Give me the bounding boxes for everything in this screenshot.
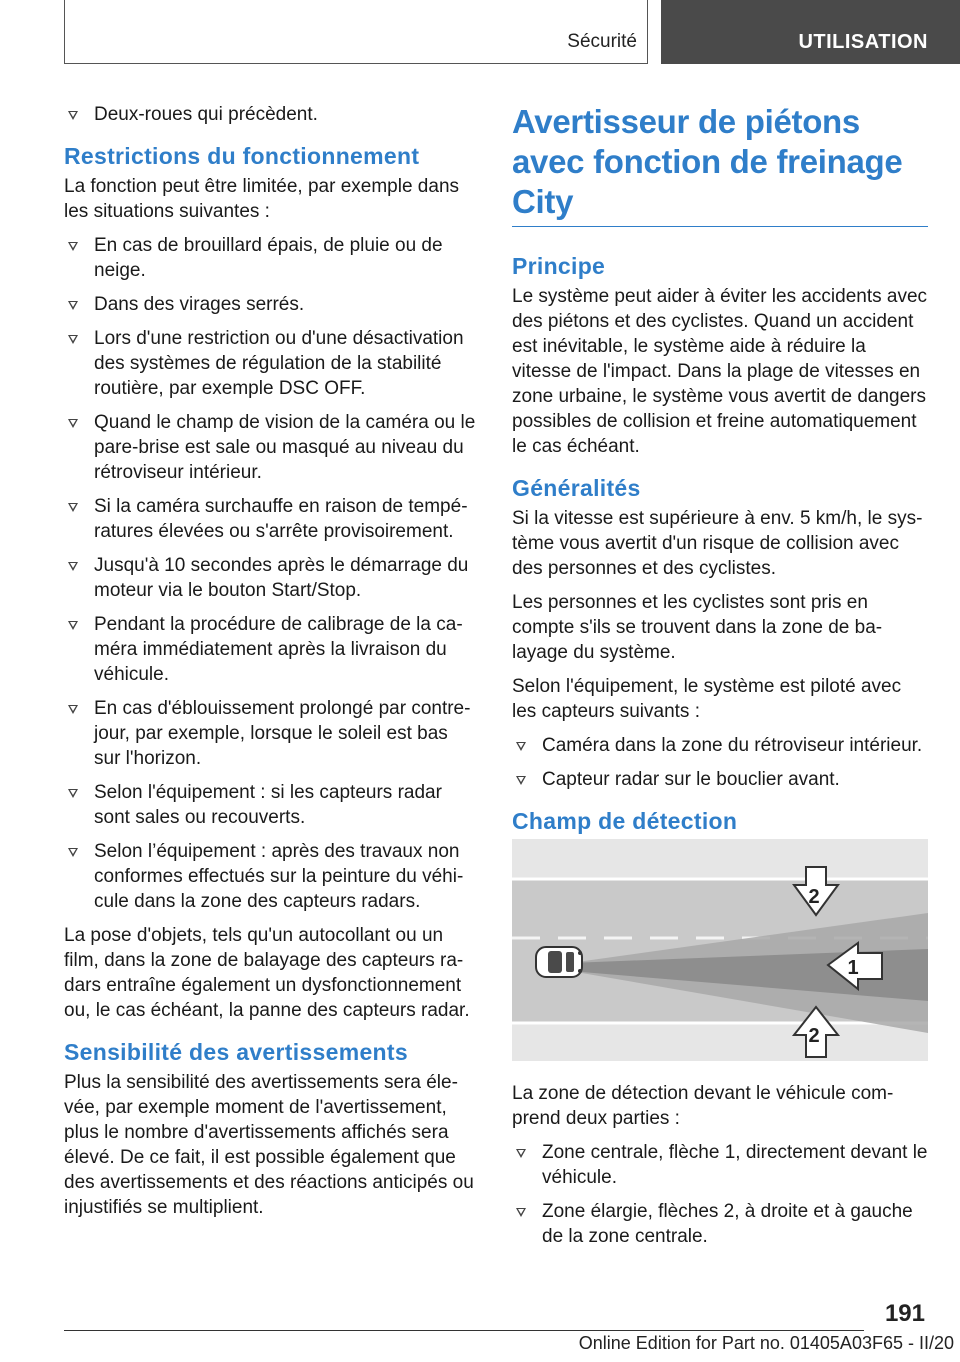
triangle-bullet-icon — [516, 1208, 526, 1217]
list-item: Dans des virages serrés. — [64, 292, 478, 317]
restrictions-outro: La pose d'objets, tels qu'un autocollant ou un film, dans la zone de balayage des capteurs radars entraîne également un dysfonctionnement ou, le cas échéant, la panne des capteurs radar. — [64, 925, 470, 1021]
header-section-title: Sécurité — [567, 31, 637, 52]
triangle-bullet-icon — [516, 742, 526, 751]
triangle-bullet-icon — [516, 1149, 526, 1158]
section-heading-restrictions: Restrictions du fonctionnement — [64, 143, 420, 169]
list-item: Selon l'équipement : si les capteurs radar sont sales ou recouverts. — [64, 780, 478, 830]
triangle-bullet-icon — [68, 621, 78, 630]
car-icon — [536, 947, 582, 977]
general-paragraph-3: Selon l'équipement, le système est piloté avec les capteurs suivants : — [512, 676, 902, 722]
triangle-bullet-icon — [68, 848, 78, 857]
restrictions-list — [64, 233, 478, 914]
list-item: Deux-roues qui précèdent. — [64, 102, 478, 127]
header-chapter-tab — [661, 0, 960, 64]
triangle-bullet-icon — [68, 503, 78, 512]
list-item: Capteur radar sur le bouclier avant. — [512, 767, 928, 792]
list-item: Caméra dans la zone du rétroviseur intérieur. — [512, 733, 928, 758]
list-item: Lors d'une restriction ou d'une désactivation des systèmes de régulation de la stabilité routière, par exemple DSC OFF. — [64, 326, 478, 401]
section-heading-principle: Principe — [512, 253, 606, 279]
list-item: Zone centrale, flèche 1, directement devant le véhicule. — [512, 1140, 928, 1190]
triangle-bullet-icon — [68, 789, 78, 798]
triangle-bullet-icon — [68, 335, 78, 344]
section-heading-general: Généralités — [512, 475, 641, 501]
sensor-list — [512, 733, 928, 792]
triangle-bullet-icon — [68, 301, 78, 310]
list-item: Si la caméra surchauffe en raison de températures élevées ou s'arrête provisoirement. — [64, 494, 478, 544]
triangle-bullet-icon — [68, 562, 78, 571]
section-heading-sensitivity: Sensibilité des avertissements — [64, 1039, 408, 1065]
detection-field-diagram — [512, 839, 928, 1061]
general-paragraph-2: Les personnes et les cyclistes sont pris en compte s'ils se trouvent dans la zone de balayage du système. — [512, 592, 883, 663]
triangle-bullet-icon — [68, 111, 78, 120]
list-item: Selon l’équipement : après des travaux non conformes effectués sur la peinture du véhicule dans la zone des capteurs radars. — [64, 839, 478, 914]
list-item: En cas de brouillard épais, de pluie ou de neige. — [64, 233, 478, 283]
restrictions-intro: La fonction peut être limitée, par exemple dans les situations suivantes : — [64, 176, 460, 222]
footer-divider — [64, 1330, 864, 1331]
list-item: Zone élargie, flèches 2, à droite et à gauche de la zone centrale. — [512, 1199, 928, 1249]
list-item: En cas d'éblouissement prolongé par contre-jour, par exemple, lorsque le soleil est bas sur l'horizon. — [64, 696, 478, 771]
triangle-bullet-icon — [516, 776, 526, 785]
section-heading-detection: Champ de détection — [512, 808, 738, 834]
list-item: Pendant la procédure de calibrage de la caméra immédiatement après la livraison du véhicule. — [64, 612, 478, 687]
header-chapter-title: UTILISATION — [798, 31, 928, 53]
triangle-bullet-icon — [68, 419, 78, 428]
right-column — [512, 102, 928, 1258]
detection-zone-list — [512, 1140, 928, 1249]
sensitivity-body: Plus la sensibilité des avertissements sera élevée, par exemple moment de l'avertissement, plus le nombre d'avertissements affichés sera élevé. De ce fait, il est possible également que des avertissements et des réactions anticipés ou injustifiés se multiplient. — [64, 1072, 474, 1218]
triangle-bullet-icon — [68, 242, 78, 251]
page-number: 191 — [884, 1300, 925, 1327]
general-paragraph-1: Si la vitesse est supérieure à env. 5 km/h, le système vous avertit d'un risque de collision avec des personnes et des cyclistes. — [512, 508, 923, 579]
arrow-label-center: 1 — [847, 957, 859, 979]
left-column — [64, 102, 478, 1229]
list-item: Quand le champ de vision de la caméra ou le pare-brise est sale ou masqué au niveau du rétroviseur intérieur. — [64, 410, 478, 485]
footer-edition: Online Edition for Part no. 01405A03F65 - II/20 — [578, 1333, 954, 1353]
arrow-label-top: 2 — [808, 886, 820, 908]
page-title: Avertisseur de piétons avec fonction de freinage City — [512, 102, 928, 227]
list-item: Jusqu'à 10 secondes après le démarrage du moteur via le bouton Start/Stop. — [64, 553, 478, 603]
header-section-tab — [64, 0, 648, 64]
detection-body: La zone de détection devant le véhicule comprend deux parties : — [512, 1083, 894, 1129]
triangle-bullet-icon — [68, 705, 78, 714]
arrow-label-bottom: 2 — [808, 1025, 820, 1047]
principle-body: Le système peut aider à éviter les accidents avec des piétons et des cyclistes. Quand un accident est inévitable, le système aide à réduire la vitesse de l'impact. Dans la plage de vitesses en zone urbaine, le système vous avertit de dangers possibles de collision et freine automatiquement le cas échéant. — [512, 286, 928, 457]
intro-bullet-list — [64, 102, 478, 127]
